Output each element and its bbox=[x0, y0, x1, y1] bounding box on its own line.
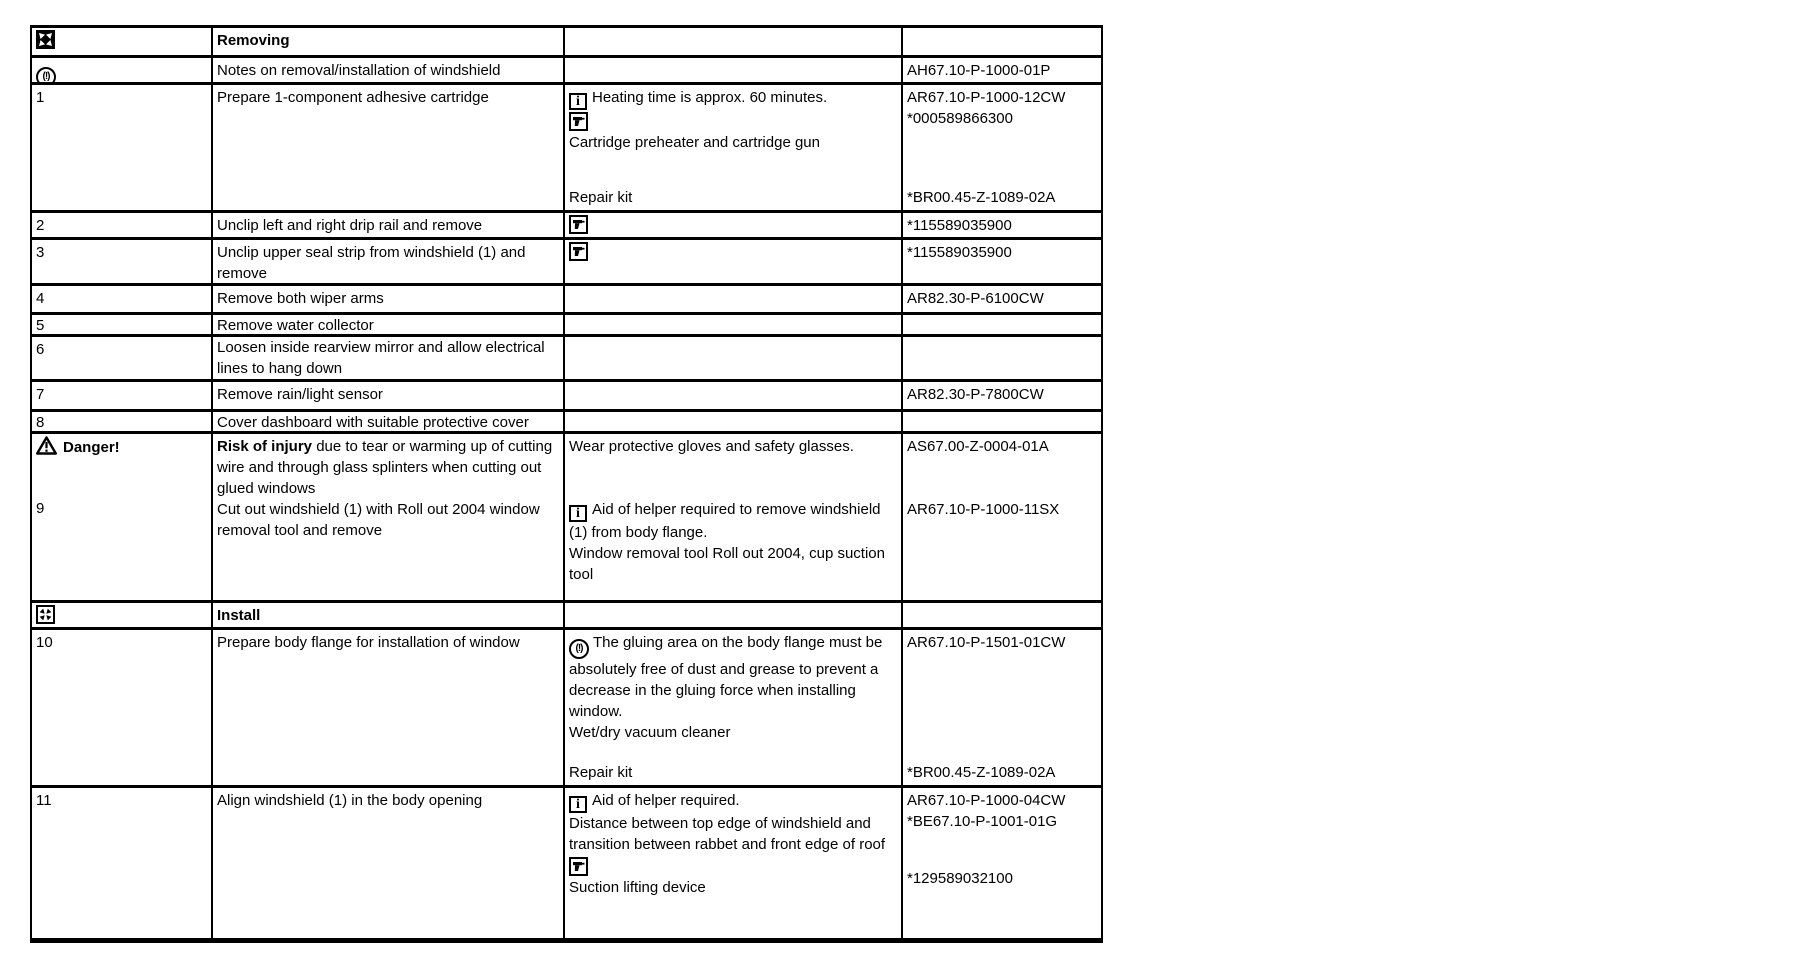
kit-number: *BR00.45-Z-1089-02A bbox=[907, 764, 1056, 781]
doc-number: AS67.00-Z-0004-01A bbox=[907, 438, 1049, 455]
note-icon: (!) bbox=[36, 67, 56, 82]
table-row-step6 bbox=[32, 337, 1101, 382]
cell-notes bbox=[565, 788, 903, 938]
doc-number: AR67.10-P-1000-04CW bbox=[907, 792, 1066, 809]
info-icon: i bbox=[569, 93, 587, 110]
cell-step bbox=[32, 85, 213, 210]
cell-doc bbox=[903, 286, 1101, 312]
step-number: 3 bbox=[36, 244, 45, 261]
table-row-install-header bbox=[32, 603, 1101, 630]
table-row-step10 bbox=[32, 630, 1101, 788]
dimension-note: Distance between top edge of windshield and transition between rabbet and front edge of roof bbox=[569, 815, 886, 853]
table-row-step2 bbox=[32, 213, 1101, 240]
note-icon: (!) bbox=[569, 639, 589, 659]
tool-name: Wet/dry vacuum cleaner bbox=[569, 724, 731, 741]
cell-empty bbox=[565, 603, 903, 627]
cell-step bbox=[32, 240, 213, 283]
table-row-step3 bbox=[32, 240, 1101, 286]
cell-section-title bbox=[213, 603, 565, 627]
safety-note: Wear protective gloves and safety glasses. bbox=[569, 438, 854, 455]
cell-description bbox=[213, 412, 565, 431]
cell-empty bbox=[903, 315, 1101, 334]
cell-step bbox=[32, 315, 213, 334]
step-description: Remove both wiper arms bbox=[217, 290, 384, 307]
special-tool-icon bbox=[569, 215, 588, 234]
cell-step bbox=[32, 286, 213, 312]
note-text: The gluing area on the body flange must be absolutely free of dust and grease to prevent a decrease in the gluing force when installing window. bbox=[569, 634, 883, 720]
cell-description bbox=[213, 58, 565, 82]
table-row-step4 bbox=[32, 286, 1101, 315]
cell-description bbox=[213, 434, 565, 600]
cell-doc bbox=[903, 58, 1101, 82]
cell-notes bbox=[565, 85, 903, 210]
table-row-danger-step9 bbox=[32, 434, 1101, 603]
cell-doc bbox=[903, 434, 1101, 600]
cell-step bbox=[32, 630, 213, 785]
step-number: 2 bbox=[36, 217, 45, 234]
table-row-step8 bbox=[32, 412, 1101, 434]
info-text: Aid of helper required to remove windshield (1) from body flange. bbox=[569, 501, 881, 541]
cell-section-icon bbox=[32, 603, 213, 627]
section-title-install: Install bbox=[217, 607, 261, 624]
step-number: 4 bbox=[36, 290, 45, 307]
cell-empty bbox=[903, 337, 1101, 379]
cell-description bbox=[213, 337, 565, 379]
cell-description bbox=[213, 788, 565, 938]
remove-icon bbox=[36, 30, 55, 49]
cell-step bbox=[32, 434, 213, 600]
cell-description bbox=[213, 286, 565, 312]
step-description: Cover dashboard with suitable protective cover bbox=[217, 414, 529, 431]
doc-number: AR67.10-P-1000-11SX bbox=[907, 501, 1060, 518]
cell-step bbox=[32, 337, 213, 379]
cell-step bbox=[32, 58, 213, 82]
step-number: 7 bbox=[36, 386, 45, 403]
special-tool-icon bbox=[569, 857, 588, 876]
cell-empty bbox=[903, 28, 1101, 55]
kit-number: *BR00.45-Z-1089-02A bbox=[907, 189, 1056, 206]
tool-number: *115589035900 bbox=[907, 217, 1012, 234]
cell-description bbox=[213, 382, 565, 409]
step-number: 5 bbox=[36, 317, 45, 334]
info-text: Aid of helper required. bbox=[592, 792, 740, 809]
cell-empty bbox=[565, 412, 903, 431]
cell-notes bbox=[565, 213, 903, 237]
cell-description bbox=[213, 213, 565, 237]
step-description: Unclip upper seal strip from windshield (1) and remove bbox=[217, 244, 526, 282]
danger-risk-rest: due to tear or warming up of cutting wire and through glass splinters when cutting out glued windows bbox=[217, 438, 553, 497]
info-note bbox=[569, 87, 897, 110]
info-icon: i bbox=[569, 505, 587, 522]
cell-section-title bbox=[213, 28, 565, 55]
cell-step bbox=[32, 213, 213, 237]
step-number: 8 bbox=[36, 414, 45, 431]
cell-description bbox=[213, 630, 565, 785]
tool-number: *000589866300 bbox=[907, 110, 1013, 127]
step-description: Prepare 1-component adhesive cartridge bbox=[217, 89, 489, 106]
table-row-notes bbox=[32, 58, 1101, 85]
info-note bbox=[569, 790, 897, 813]
tool-name: Window removal tool Roll out 2004, cup suction tool bbox=[569, 545, 885, 583]
cell-section-icon bbox=[32, 28, 213, 55]
cell-doc bbox=[903, 240, 1101, 283]
doc-number: AR67.10-P-1000-12CW bbox=[907, 89, 1066, 106]
cell-notes bbox=[565, 240, 903, 283]
step-description: Cut out windshield (1) with Roll out 2004 window removal tool and remove bbox=[217, 501, 540, 539]
table-row-step1 bbox=[32, 85, 1101, 213]
cell-description bbox=[213, 85, 565, 210]
install-icon bbox=[36, 605, 55, 624]
step-description: Unclip left and right drip rail and remove bbox=[217, 217, 483, 234]
tool-number: *129589032100 bbox=[907, 870, 1013, 887]
doc-number: AR82.30-P-7800CW bbox=[907, 386, 1044, 403]
info-icon: i bbox=[569, 796, 587, 813]
cell-notes bbox=[565, 434, 903, 600]
danger-icon bbox=[36, 436, 57, 455]
repair-kit-label: Repair kit bbox=[569, 189, 633, 206]
table-row-removing-header bbox=[32, 28, 1101, 58]
cell-description bbox=[213, 315, 565, 334]
cell-doc bbox=[903, 630, 1101, 785]
cell-notes bbox=[565, 630, 903, 785]
cell-doc bbox=[903, 788, 1101, 938]
step-description: Prepare body flange for installation of window bbox=[217, 634, 520, 651]
info-note bbox=[569, 499, 897, 543]
step-number: 11 bbox=[36, 792, 52, 809]
cell-empty bbox=[903, 412, 1101, 431]
step-description: Remove water collector bbox=[217, 317, 374, 334]
danger-risk-text bbox=[217, 436, 559, 499]
cell-empty bbox=[565, 58, 903, 82]
cell-empty bbox=[565, 286, 903, 312]
tool-number: *115589035900 bbox=[907, 244, 1012, 261]
step-number: 6 bbox=[36, 341, 45, 358]
special-tool-icon bbox=[569, 242, 588, 261]
repair-kit-label: Repair kit bbox=[569, 764, 633, 781]
cell-empty bbox=[565, 315, 903, 334]
note-text-block bbox=[569, 632, 897, 722]
cell-doc bbox=[903, 213, 1101, 237]
cell-empty bbox=[565, 337, 903, 379]
step-number: 9 bbox=[36, 500, 45, 517]
cell-empty bbox=[565, 28, 903, 55]
section-title-removing: Removing bbox=[217, 32, 290, 49]
table-row-step11 bbox=[32, 788, 1101, 941]
tool-name: Cartridge preheater and cartridge gun bbox=[569, 134, 820, 151]
danger-risk-bold: Risk of injury bbox=[217, 438, 313, 455]
danger-label: Danger! bbox=[63, 439, 120, 456]
step-description: Notes on removal/installation of windshield bbox=[217, 62, 501, 79]
cell-step bbox=[32, 788, 213, 938]
tool-name: Suction lifting device bbox=[569, 879, 706, 896]
info-text: Heating time is approx. 60 minutes. bbox=[592, 89, 828, 106]
dimension-number: *BE67.10-P-1001-01G bbox=[907, 813, 1058, 830]
step-number: 10 bbox=[36, 634, 53, 651]
procedure-table bbox=[30, 25, 1103, 943]
step-description: Remove rain/light sensor bbox=[217, 386, 383, 403]
step-number: 1 bbox=[36, 89, 45, 106]
cell-description bbox=[213, 240, 565, 283]
special-tool-icon bbox=[569, 112, 588, 131]
step-description: Align windshield (1) in the body opening bbox=[217, 792, 483, 809]
doc-number: AH67.10-P-1000-01P bbox=[907, 62, 1051, 79]
cell-doc bbox=[903, 85, 1101, 210]
step-description: Loosen inside rearview mirror and allow electrical lines to hang down bbox=[217, 339, 545, 377]
cell-doc bbox=[903, 382, 1101, 409]
cell-step bbox=[32, 412, 213, 431]
doc-number: AR67.10-P-1501-01CW bbox=[907, 634, 1066, 651]
cell-empty bbox=[565, 382, 903, 409]
danger-label-line bbox=[36, 436, 207, 458]
table-row-step5 bbox=[32, 315, 1101, 337]
doc-number: AR82.30-P-6100CW bbox=[907, 290, 1044, 307]
cell-empty bbox=[903, 603, 1101, 627]
table-row-step7 bbox=[32, 382, 1101, 412]
cell-step bbox=[32, 382, 213, 409]
